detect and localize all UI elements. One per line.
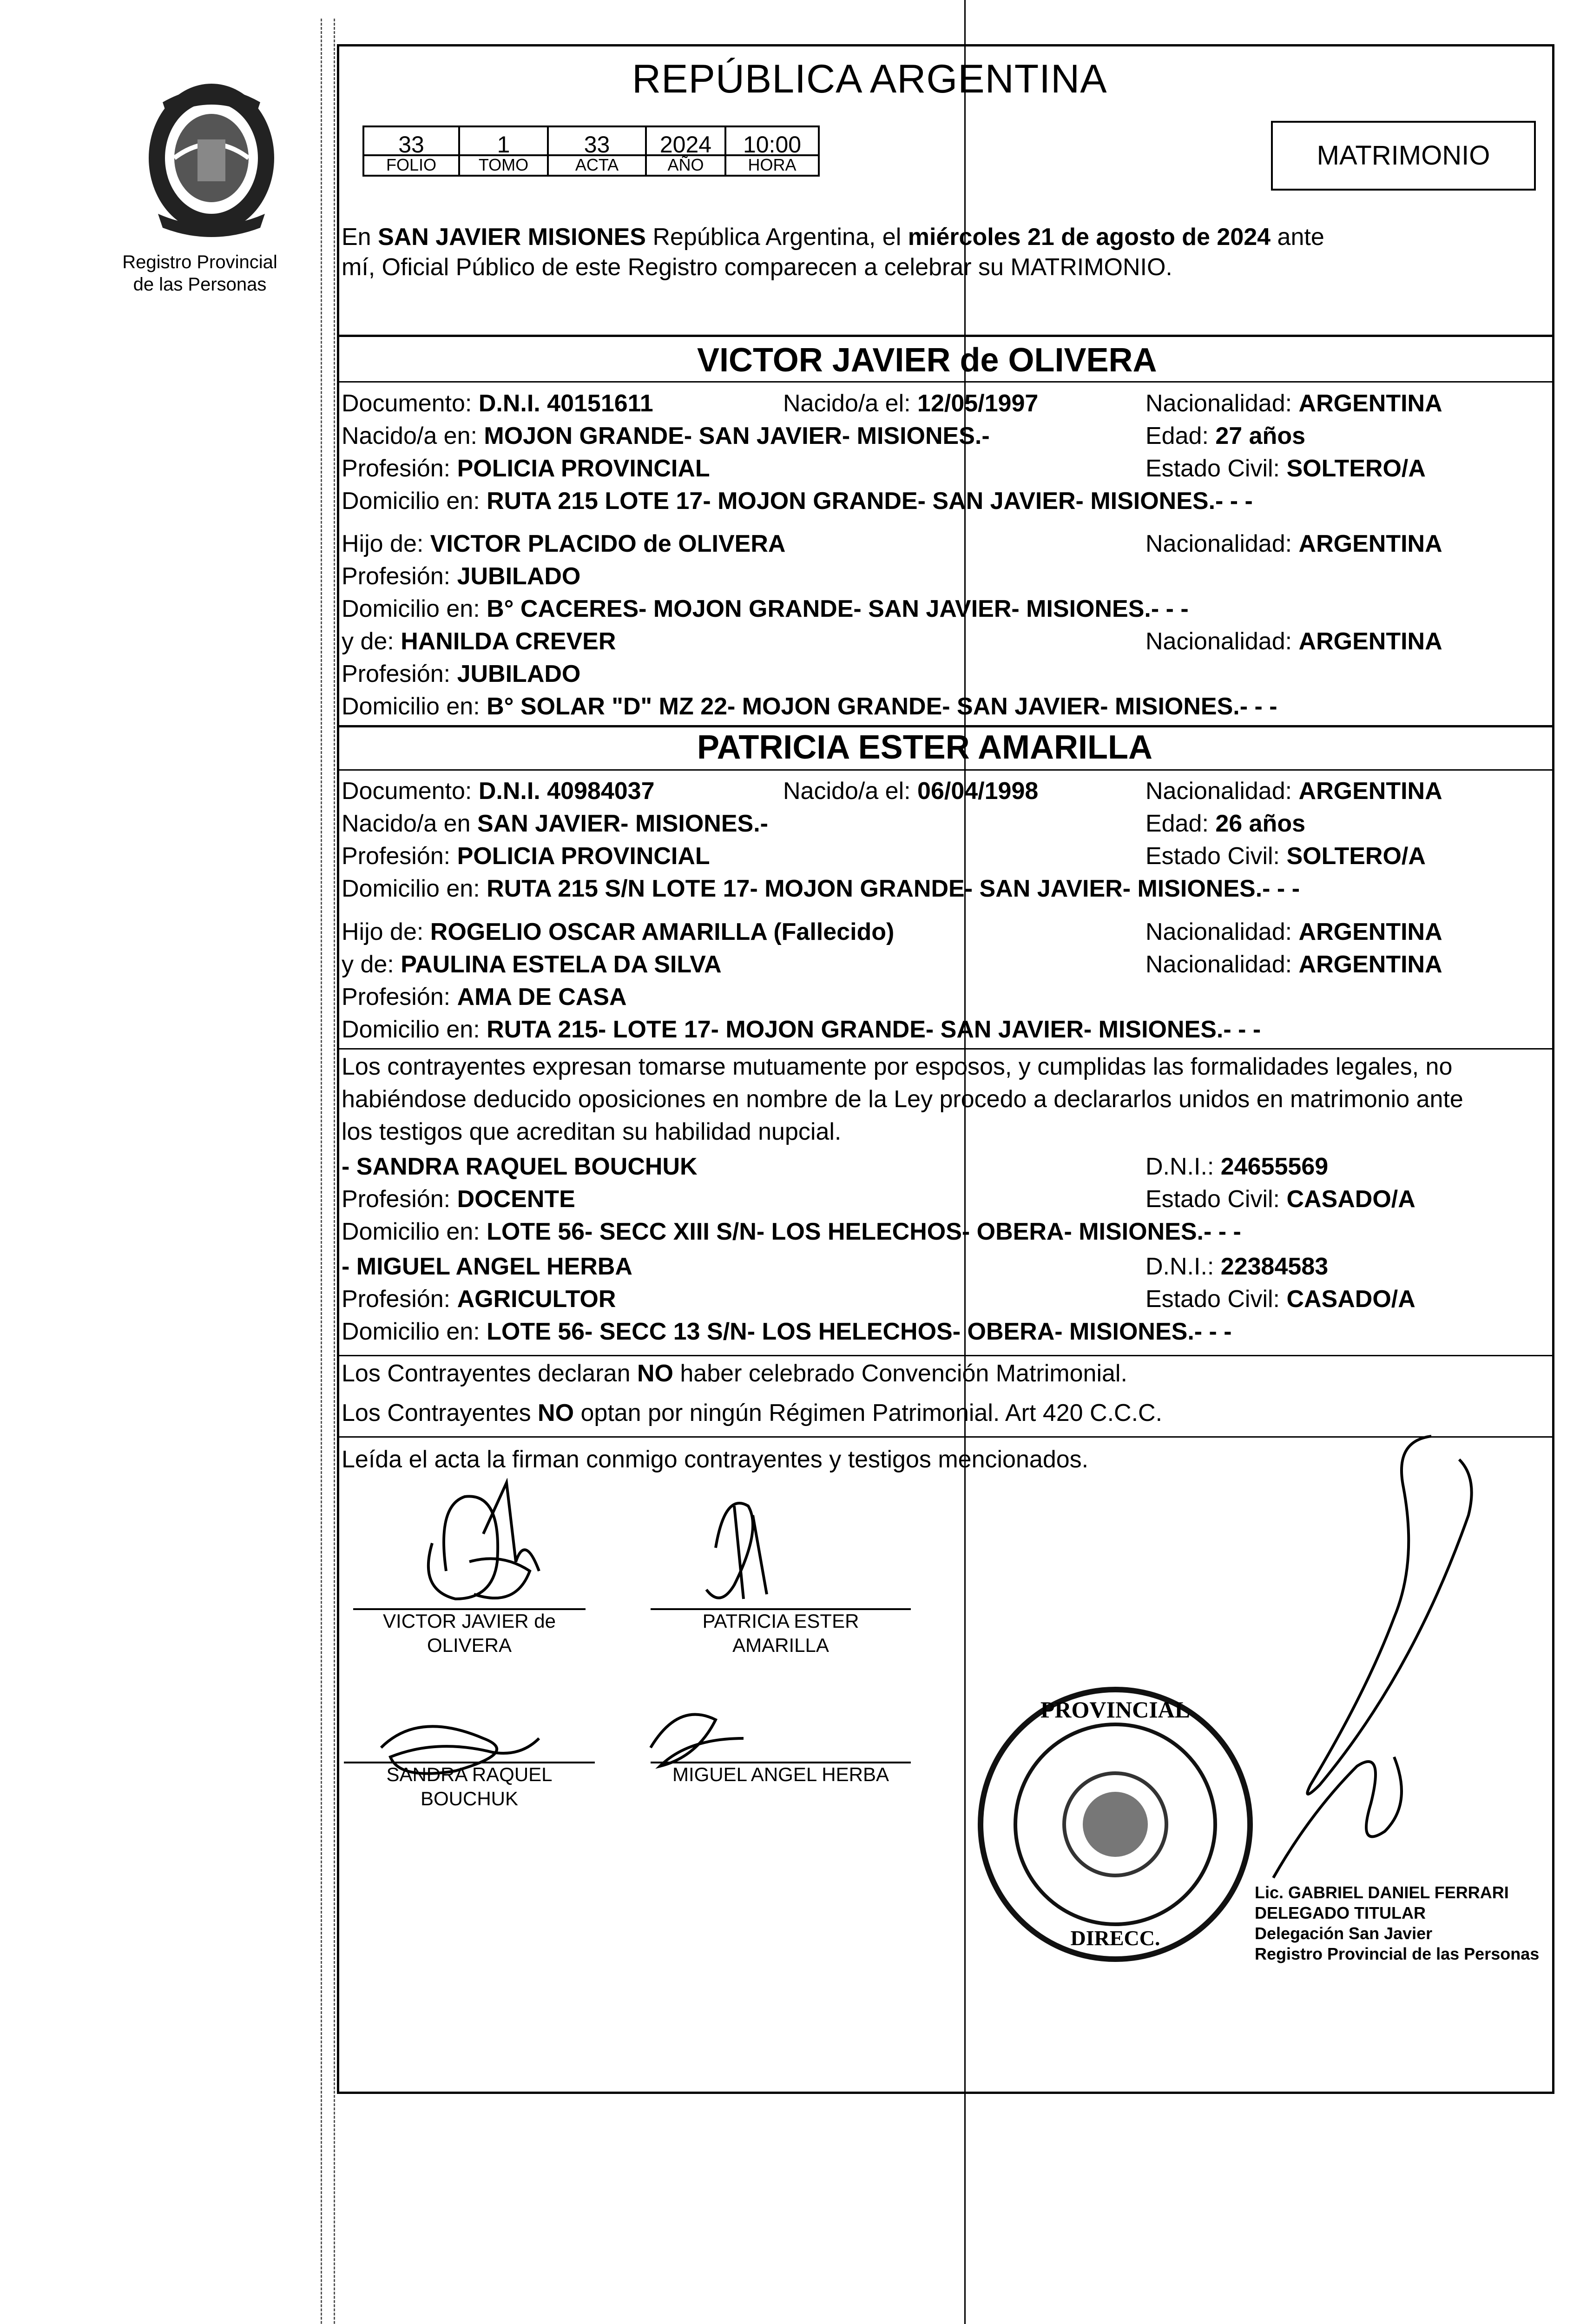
label: Domicilio en: — [342, 1016, 487, 1043]
tomo-value: 1 — [497, 132, 510, 158]
intro-text: En — [342, 224, 378, 251]
bride-born-value: 06/04/1998 — [917, 778, 1039, 805]
label: Profesión: — [342, 843, 457, 870]
bride-mother-nationality — [1146, 951, 1442, 978]
intro-place: SAN JAVIER MISIONES — [378, 224, 646, 251]
label: y de: — [342, 951, 401, 978]
groom-signature-label — [353, 1609, 586, 1657]
witness-2-civil-status — [1146, 1285, 1415, 1313]
official-registry: Registro Provincial de las Personas — [1255, 1944, 1540, 1963]
bride-name: PATRICIA ESTER AMARILLA — [697, 729, 1152, 766]
official-office: Delegación San Javier — [1255, 1924, 1433, 1943]
groom-birthplace-value: MOJON GRANDE- SAN JAVIER- MISIONES.- — [484, 423, 990, 449]
value: RUTA 215- LOTE 17- MOJON GRANDE- SAN JAVIER- MISIONES.- - - — [487, 1016, 1261, 1043]
label: Profesión: — [342, 984, 457, 1010]
acta-cell — [547, 125, 647, 177]
bride-father — [342, 918, 894, 946]
bride-nat-value: ARGENTINA — [1298, 778, 1442, 805]
bride-civil-status — [1146, 842, 1426, 870]
label: Domicilio en: — [342, 693, 487, 720]
value: 22384583 — [1220, 1253, 1329, 1280]
label: Nacido/a en: — [342, 423, 484, 449]
text: Los Contrayentes declaran — [342, 1360, 637, 1387]
registry-name-line2: de las Personas — [133, 274, 267, 295]
groom-profession — [342, 455, 710, 482]
section-divider — [337, 381, 1554, 383]
text-emphasis: NO — [637, 1360, 673, 1387]
folio-value: 33 — [398, 132, 424, 158]
label: Edad: — [1146, 810, 1216, 837]
groom-profession-value: POLICIA PROVINCIAL — [457, 455, 710, 482]
bride-birthplace-value: SAN JAVIER- MISIONES.- — [477, 810, 768, 837]
registry-name — [88, 251, 311, 296]
groom-birthdate — [783, 390, 1038, 417]
signature-label-line: MIGUEL ANGEL HERBA — [672, 1763, 889, 1785]
label: Nacionalidad: — [1146, 778, 1299, 805]
convention-line-1 — [342, 1360, 1127, 1387]
witness-1-name: - SANDRA RAQUEL BOUCHUK — [342, 1153, 698, 1180]
text: Los Contrayentes — [342, 1400, 538, 1426]
value: DOCENTE — [457, 1186, 575, 1213]
province-coat-of-arms-logo — [130, 74, 293, 242]
groom-address — [342, 487, 1253, 515]
declaration-line-3: los testigos que acreditan su habilidad nupcial. — [342, 1118, 842, 1145]
groom-father-profession — [342, 562, 580, 590]
year-label: AÑO — [647, 154, 724, 175]
bride-parents-address — [342, 1016, 1261, 1043]
label: Profesión: — [342, 660, 457, 687]
bride-dni: D.N.I. 40984037 — [478, 778, 655, 805]
label: Profesión: — [342, 1286, 457, 1313]
value: CASADO/A — [1286, 1286, 1415, 1313]
official-seal-stamp — [971, 1680, 1259, 1968]
value: ARGENTINA — [1298, 918, 1442, 945]
label: D.N.I.: — [1146, 1153, 1221, 1180]
witness-2-address — [342, 1318, 1232, 1346]
bride-mother — [342, 951, 722, 978]
bride-parents-profession — [342, 983, 627, 1011]
value: B° SOLAR "D" MZ 22- MOJON GRANDE- SAN JAVIER- MISIONES.- - - — [487, 693, 1277, 720]
official-name: Lic. GABRIEL DANIEL FERRARI — [1255, 1883, 1509, 1902]
witness-1-civil-status — [1146, 1185, 1415, 1213]
groom-mother-address — [342, 693, 1277, 720]
declaration-line-2: habiéndose deducido oposiciones en nombre de la Ley procedo a declararlos unidos en matrimonio ante — [342, 1086, 1463, 1113]
label: Estado Civil: — [1146, 1186, 1287, 1213]
value: ARGENTINA — [1298, 628, 1442, 655]
label: Documento: — [342, 390, 479, 417]
bride-signature-label — [651, 1609, 911, 1657]
value: LOTE 56- SECC XIII S/N- LOS HELECHOS- OBERA- MISIONES.- - - — [487, 1218, 1241, 1245]
bride-address — [342, 875, 1300, 903]
text: haber celebrado Convención Matrimonial. — [673, 1360, 1127, 1387]
label: Domicilio en: — [342, 875, 487, 902]
groom-birthplace — [342, 422, 990, 450]
groom-dni: D.N.I. 40151611 — [478, 390, 653, 417]
groom-nat-value: ARGENTINA — [1298, 390, 1442, 417]
page-title: REPÚBLICA ARGENTINA — [632, 57, 1107, 101]
bride-age — [1146, 810, 1305, 838]
bride-profession-value: POLICIA PROVINCIAL — [457, 843, 710, 870]
groom-age — [1146, 422, 1305, 450]
witness-2-dni — [1146, 1253, 1328, 1281]
signature-label-line: PATRICIA ESTER — [702, 1610, 859, 1632]
groom-age-value: 27 años — [1215, 423, 1305, 449]
act-type-box: MATRIMONIO — [1271, 121, 1536, 191]
label: Nacionalidad: — [1146, 951, 1299, 978]
acta-value: 33 — [584, 132, 610, 158]
label: Profesión: — [342, 455, 457, 482]
label: Nacionalidad: — [1146, 918, 1299, 945]
value: 24655569 — [1220, 1153, 1329, 1180]
label: Profesión: — [342, 1186, 457, 1213]
value: LOTE 56- SECC 13 S/N- LOS HELECHOS- OBERA- MISIONES.- - - — [487, 1318, 1232, 1345]
signature-label-line: AMARILLA — [732, 1634, 829, 1656]
value: CASADO/A — [1286, 1186, 1415, 1213]
svg-text:PROVINCIAL: PROVINCIAL — [1040, 1697, 1191, 1723]
text: optan por ningún Régimen Patrimonial. Art 420 C.C.C. — [574, 1400, 1163, 1426]
time-cell — [724, 125, 820, 177]
label: Hijo de: — [342, 530, 430, 557]
closing-text: Leída el acta la firman conmigo contrayentes y testigos mencionados. — [342, 1446, 1089, 1473]
label: Profesión: — [342, 563, 457, 590]
signature-label-line: VICTOR JAVIER de — [383, 1610, 556, 1632]
groom-address-value: RUTA 215 LOTE 17- MOJON GRANDE- SAN JAVIER- MISIONES.- - - — [487, 488, 1253, 515]
time-value: 10:00 — [743, 132, 802, 158]
label: y de: — [342, 628, 401, 655]
bride-civil-value: SOLTERO/A — [1286, 843, 1426, 870]
label: Documento: — [342, 778, 479, 805]
year-value: 2024 — [659, 132, 712, 158]
bride-mother-value: PAULINA ESTELA DA SILVA — [401, 951, 722, 978]
groom-father — [342, 530, 785, 558]
groom-mother-value: HANILDA CREVER — [401, 628, 616, 655]
section-divider — [337, 335, 1554, 337]
label: Nacionalidad: — [1146, 390, 1299, 417]
label: Nacido/a en — [342, 810, 477, 837]
intro-line-2: mí, Oficial Público de este Registro comparecen a celebrar su MATRIMONIO. — [342, 254, 1172, 281]
bride-profession — [342, 842, 710, 870]
bride-birthdate — [783, 777, 1038, 805]
official-signature-scribble — [1218, 1432, 1515, 1896]
groom-father-address — [342, 595, 1189, 623]
intro-text: República Argentina, el — [646, 224, 908, 251]
margin-dashed-line — [321, 19, 322, 2324]
value: ARGENTINA — [1298, 530, 1442, 557]
label: Nacionalidad: — [1146, 530, 1299, 557]
value: JUBILADO — [457, 563, 581, 590]
value: B° CACERES- MOJON GRANDE- SAN JAVIER- MISIONES.- - - — [487, 595, 1189, 622]
witness-1-dni — [1146, 1153, 1328, 1181]
bride-nationality — [1146, 777, 1442, 805]
label: Estado Civil: — [1146, 843, 1287, 870]
time-label: HORA — [726, 154, 818, 175]
label: D.N.I.: — [1146, 1253, 1221, 1280]
text-emphasis: NO — [538, 1400, 574, 1426]
registry-name-line1: Registro Provincial — [122, 252, 277, 272]
value: AMA DE CASA — [457, 984, 627, 1010]
tomo-label: TOMO — [460, 154, 547, 175]
year-cell — [645, 125, 726, 177]
svg-text:DIRECC.: DIRECC. — [1070, 1926, 1160, 1950]
signature-label-line: OLIVERA — [427, 1634, 512, 1656]
official-signature-block — [1255, 1882, 1539, 1964]
witness-1-profession — [342, 1185, 575, 1213]
intro-text: ante — [1271, 224, 1324, 251]
value: ARGENTINA — [1298, 951, 1442, 978]
label: Hijo de: — [342, 918, 430, 945]
groom-nationality — [1146, 390, 1442, 417]
groom-name: VICTOR JAVIER de OLIVERA — [697, 342, 1157, 379]
groom-mother-profession — [342, 660, 580, 688]
value: JUBILADO — [457, 660, 581, 687]
bride-age-value: 26 años — [1215, 810, 1305, 837]
groom-civil-status — [1146, 455, 1426, 482]
witness-2-name: - MIGUEL ANGEL HERBA — [342, 1253, 632, 1280]
folio-cell — [362, 125, 460, 177]
tomo-cell — [458, 125, 549, 177]
label: Domicilio en: — [342, 1218, 487, 1245]
signature-label-line: BOUCHUK — [420, 1788, 519, 1809]
label: Edad: — [1146, 423, 1216, 449]
groom-born-value: 12/05/1997 — [917, 390, 1039, 417]
bride-birthplace — [342, 810, 768, 838]
bride-father-nationality — [1146, 918, 1442, 946]
witness-2-signature-label — [651, 1763, 911, 1787]
label: Domicilio en: — [342, 488, 487, 515]
section-divider — [337, 769, 1554, 771]
label: Domicilio en: — [342, 1318, 487, 1345]
groom-document-row — [342, 390, 653, 417]
bride-address-value: RUTA 215 S/N LOTE 17- MOJON GRANDE- SAN JAVIER- MISIONES.- - - — [487, 875, 1300, 902]
declaration-line-1: Los contrayentes expresan tomarse mutuamente por esposos, y cumplidas las formalidades legales, no — [342, 1053, 1453, 1080]
witness-1-address — [342, 1218, 1241, 1246]
label: Nacionalidad: — [1146, 628, 1299, 655]
folio-label: FOLIO — [364, 154, 458, 175]
bride-father-value: ROGELIO OSCAR AMARILLA (Fallecido) — [430, 918, 895, 945]
groom-father-value: VICTOR PLACIDO de OLIVERA — [430, 530, 786, 557]
signature-label-line: SANDRA RAQUEL — [386, 1763, 553, 1785]
convention-line-2 — [342, 1399, 1162, 1427]
groom-mother-nationality — [1146, 627, 1442, 655]
margin-dashed-line — [334, 19, 335, 2324]
intro-line-1 — [342, 223, 1324, 251]
section-divider — [337, 725, 1554, 727]
intro-date: miércoles 21 de agosto de 2024 — [908, 224, 1271, 251]
bride-document-row — [342, 777, 655, 805]
label: Estado Civil: — [1146, 1286, 1287, 1313]
label: Nacido/a el: — [783, 390, 918, 417]
official-title: DELEGADO TITULAR — [1255, 1903, 1426, 1922]
groom-civil-value: SOLTERO/A — [1286, 455, 1426, 482]
groom-father-nationality — [1146, 530, 1442, 558]
groom-mother — [342, 627, 616, 655]
acta-label: ACTA — [549, 154, 645, 175]
witness-2-profession — [342, 1285, 616, 1313]
section-divider — [337, 1048, 1554, 1050]
value: AGRICULTOR — [457, 1286, 616, 1313]
label: Nacido/a el: — [783, 778, 918, 805]
section-divider — [337, 1355, 1554, 1356]
label: Domicilio en: — [342, 595, 487, 622]
label: Estado Civil: — [1146, 455, 1287, 482]
witness-1-signature-label — [344, 1763, 595, 1811]
